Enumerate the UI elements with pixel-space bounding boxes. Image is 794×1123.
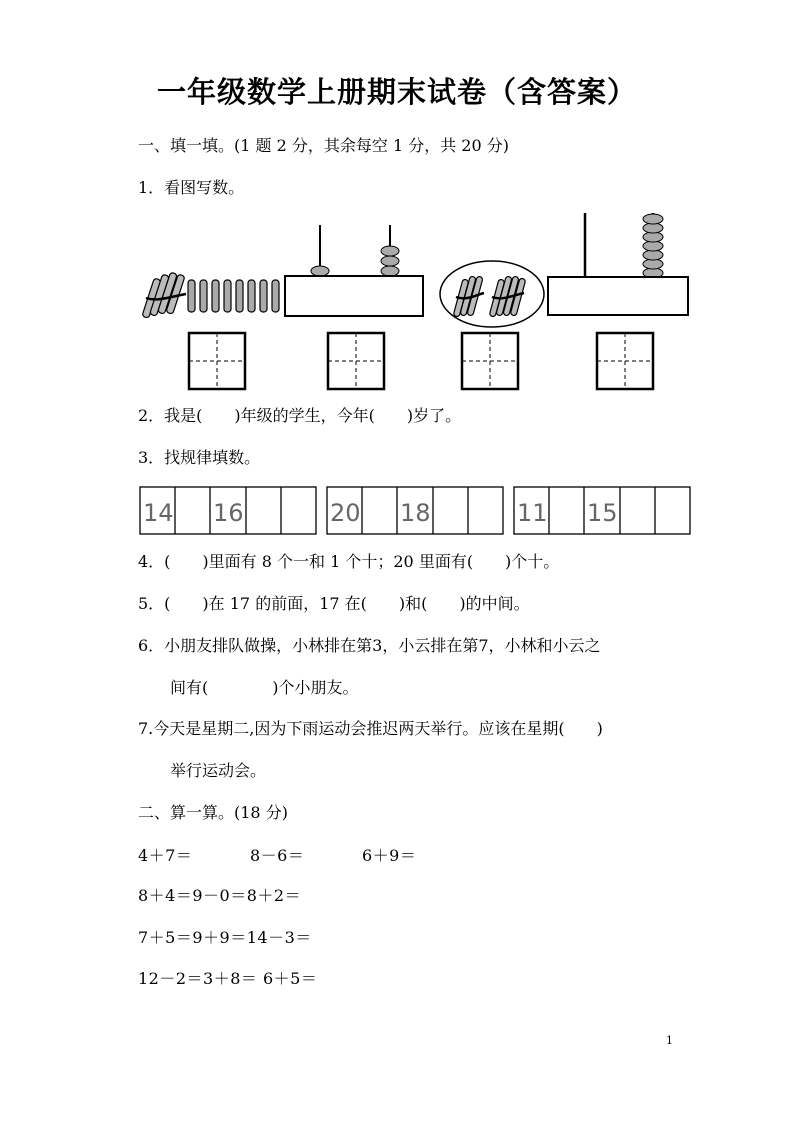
page-number: 1 bbox=[666, 1034, 673, 1047]
calc-row1-item2: 8－6＝ bbox=[250, 846, 305, 865]
question-3: 3．找规律填数。 bbox=[138, 448, 261, 467]
answer-box-1[interactable] bbox=[189, 333, 245, 389]
calc-row4: 12－2＝3＋8＝ 6＋5＝ bbox=[138, 969, 318, 988]
question-7-line-2: 举行运动会。 bbox=[170, 761, 267, 780]
answer-box-4[interactable] bbox=[597, 333, 653, 389]
question-6-line-1: 6．小朋友排队做操，小林排在第3，小云排在第7，小林和小云之 bbox=[138, 636, 601, 655]
abacus-1 bbox=[285, 225, 423, 316]
section1-heading: 一、填一填。(1 题 2 分，其余每空 1 分，共 20 分) bbox=[138, 136, 509, 155]
answer-box-2[interactable] bbox=[328, 333, 384, 389]
sequence-2-cell-3: 18 bbox=[400, 499, 431, 527]
question-2: 2．我是( )年级的学生，今年( )岁了。 bbox=[138, 406, 462, 425]
question-1: 1．看图写数。 bbox=[138, 178, 245, 197]
calc-row3: 7＋5＝9＋9＝14－3＝ bbox=[138, 928, 312, 947]
question-6-line-2: 间有( )个小朋友。 bbox=[170, 678, 359, 697]
two-bundles-circled bbox=[440, 261, 544, 327]
question-7-line-1: 7.今天是星期二,因为下雨运动会推迟两天举行。应该在星期( ) bbox=[138, 719, 603, 738]
single-sticks bbox=[188, 280, 279, 312]
sequence-2-cell-1: 20 bbox=[330, 499, 361, 527]
picture-write-number-figure bbox=[130, 205, 700, 400]
page-title: 一年级数学上册期末试卷（含答案） bbox=[156, 75, 637, 109]
answer-box-3[interactable] bbox=[462, 333, 518, 389]
sequence-1-cell-3: 16 bbox=[213, 499, 244, 527]
calc-row1-item1: 4＋7＝ bbox=[138, 846, 193, 865]
calc-row2: 8＋4＝9－0＝8＋2＝ bbox=[138, 886, 302, 905]
sequence-grids bbox=[138, 485, 694, 537]
abacus-2 bbox=[548, 213, 688, 315]
stick-bundle-icon bbox=[142, 272, 186, 318]
answer-boxes bbox=[189, 333, 653, 389]
question-4: 4．( )里面有 8 个一和 1 个十；20 里面有( )个十。 bbox=[138, 552, 560, 571]
sequence-3-cell-1: 11 bbox=[517, 499, 548, 527]
question-5: 5．( )在 17 的前面，17 在( )和( )的中间。 bbox=[138, 594, 530, 613]
sequence-3-cell-3: 15 bbox=[587, 499, 618, 527]
section2-heading: 二、算一算。(18 分) bbox=[138, 803, 288, 822]
sequence-1-cell-1: 14 bbox=[143, 499, 174, 527]
calc-row1-item3: 6＋9＝ bbox=[362, 846, 417, 865]
